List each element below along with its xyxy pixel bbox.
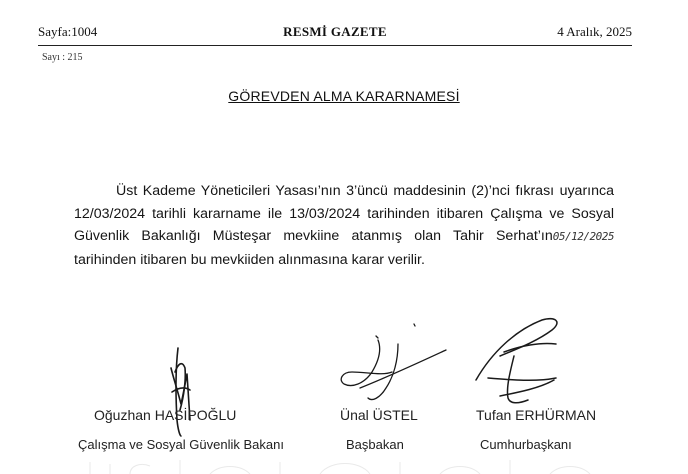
- signature-erhurman: [476, 319, 557, 403]
- signatory-name-1: Oğuzhan HASİPOĞLU: [94, 407, 237, 423]
- signatory-role-3: Cumhurbaşkanı: [480, 437, 572, 452]
- handwritten-date: 05/12/2025: [552, 230, 614, 243]
- header-rule: [38, 45, 632, 46]
- paragraph-text: Üst Kademe Yöneticileri Yasası’nın 3’üncü maddesinin (2)’nci fıkrası uyarınca 12/03/2024 tarihli kararname ile 13/03/2024 tarihinden itibaren Çalışma ve Sosyal Güvenlik Bakanlığı Müsteşar mevkiine atanmış olan Tahir Serhat’ın: [74, 183, 614, 244]
- gazette-name: RESMİ GAZETE: [283, 24, 387, 39]
- signatory-role-2: Başbakan: [346, 437, 404, 452]
- decree-body: [74, 180, 614, 271]
- decree-paragraph: [74, 180, 614, 271]
- publication-date: 4 Aralık, 2025: [557, 24, 632, 39]
- signatory-role-1: Çalışma ve Sosyal Güvenlik Bakanı: [78, 437, 284, 452]
- signature-ustel: [341, 324, 446, 400]
- page-number: Sayfa:1004: [38, 24, 98, 39]
- issue-number: Sayı : 215: [42, 52, 83, 63]
- seal-watermark: [70, 456, 630, 474]
- signatory-name-3: Tufan ERHÜRMAN: [476, 407, 597, 423]
- gazette-header: [38, 24, 632, 46]
- document-title: GÖREVDEN ALMA KARARNAMESİ: [228, 88, 460, 104]
- signatory-name-2: Ünal ÜSTEL: [340, 407, 418, 423]
- paragraph-text-end: tarihinden itibaren bu mevkiiden alınmasına karar verilir.: [74, 251, 425, 268]
